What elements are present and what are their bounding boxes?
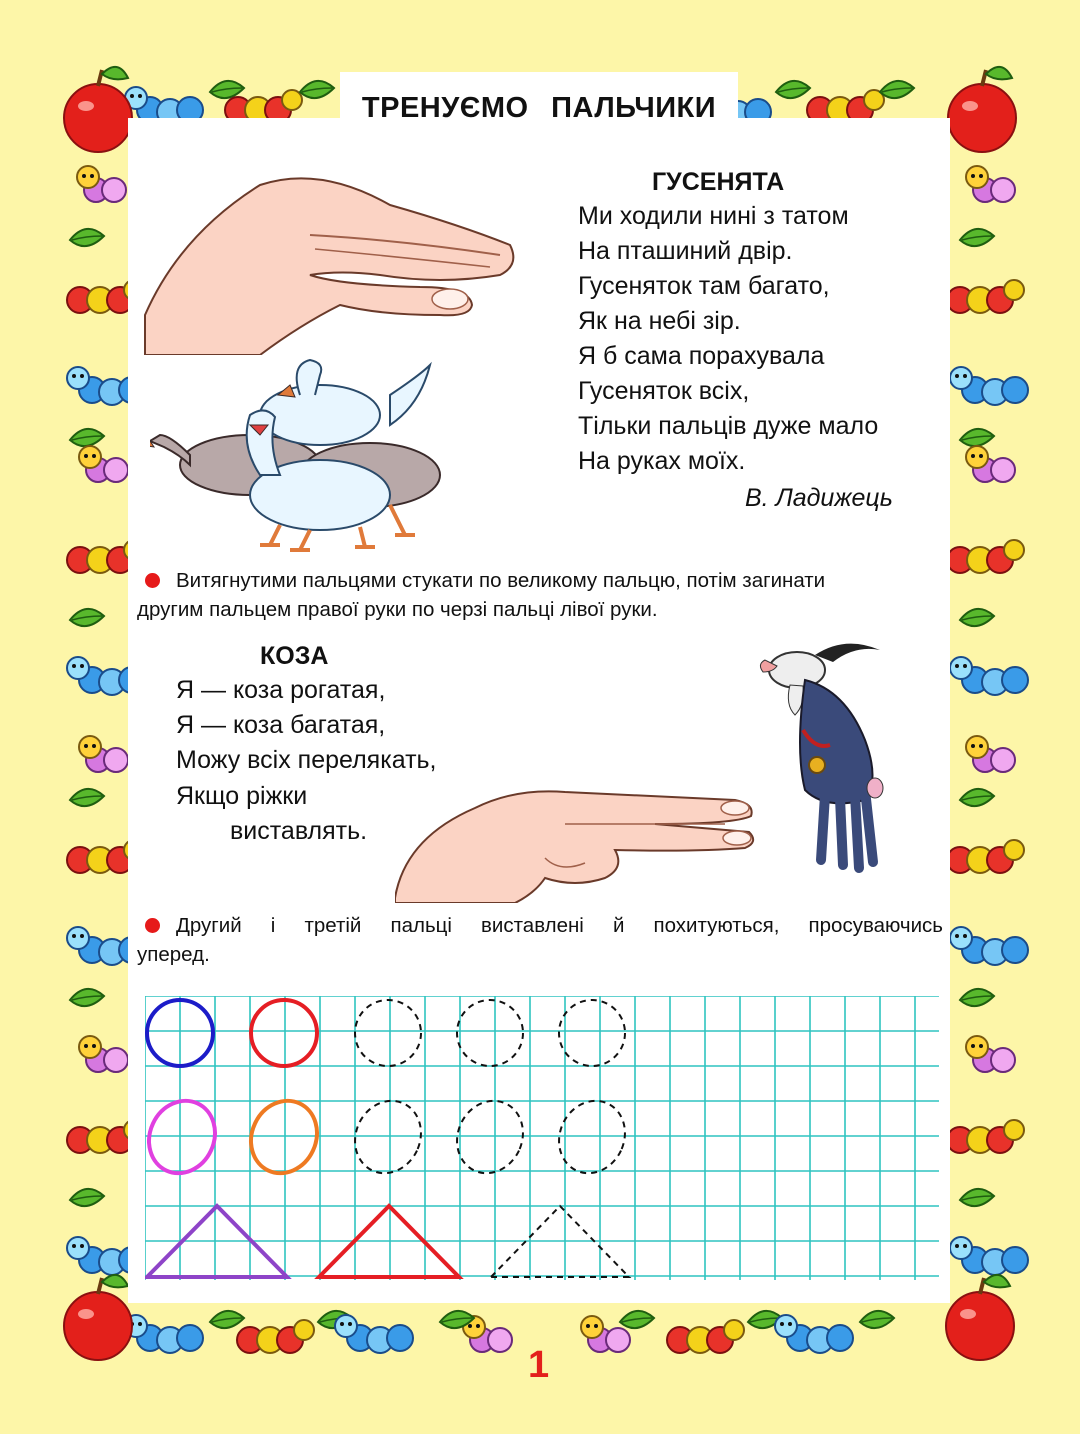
hand-illustration-flat — [140, 165, 520, 355]
poem-title-goslings: ГУСЕНЯТА — [652, 168, 785, 196]
poem1-line-1: Ми ходили нині з татом — [578, 202, 849, 230]
poem-title-goat: КОЗА — [260, 642, 329, 670]
instruction2-line-1: Другий і третій пальці виставлені й похитуються, просуваючись — [176, 914, 943, 937]
poem1-line-6: Гусеняток всіх, — [578, 377, 750, 405]
poem1-line-5: Я б сама порахувала — [578, 342, 825, 370]
poem2-line-3: Можу всіх перелякать, — [176, 746, 437, 774]
poem2-line-1: Я — коза рогатая, — [176, 676, 386, 704]
poem2-line-4: Якщо ріжки — [176, 782, 308, 810]
solid-circle — [251, 1000, 317, 1066]
instruction2-line-2: уперед. — [137, 943, 210, 966]
tracing-circle — [355, 1000, 421, 1066]
goat-illustration — [755, 630, 895, 875]
poem2-line-5: виставлять. — [230, 817, 368, 845]
geese-illustration — [150, 355, 450, 555]
tracing-worksheet — [145, 996, 939, 1280]
page-title: ТРЕНУЄМО ПАЛЬЧИКИ — [361, 92, 717, 124]
tracing-oval — [343, 1090, 432, 1184]
poem2-line-2: Я — коза багатая, — [176, 711, 386, 739]
solid-oval — [239, 1090, 328, 1184]
tracing-oval — [445, 1090, 534, 1184]
page-number: 1 — [528, 1344, 550, 1386]
tracing-oval — [547, 1090, 636, 1184]
bullet-icon — [145, 573, 160, 588]
poem1-line-3: Гусеняток там багато, — [578, 272, 830, 300]
instruction1-line-1: Витягнутими пальцями стукати по великому пальцю, потім загинати — [176, 569, 826, 592]
title-banner — [340, 72, 738, 142]
tracing-circle — [457, 1000, 523, 1066]
poem1-line-4: Як на небі зір. — [578, 307, 741, 335]
tracing-circle — [559, 1000, 625, 1066]
poem1-line-2: На пташиний двір. — [578, 237, 793, 265]
instruction1-line-2: другим пальцем правої руки по черзі пальці лівої руки. — [137, 598, 658, 621]
poem1-author: В. Ладижець — [745, 484, 893, 512]
hand-illustration-two-fingers — [395, 778, 760, 903]
poem1-line-8: На руках моїх. — [578, 447, 746, 475]
poem1-line-7: Тільки пальців дуже мало — [578, 412, 879, 440]
bullet-icon — [145, 918, 160, 933]
